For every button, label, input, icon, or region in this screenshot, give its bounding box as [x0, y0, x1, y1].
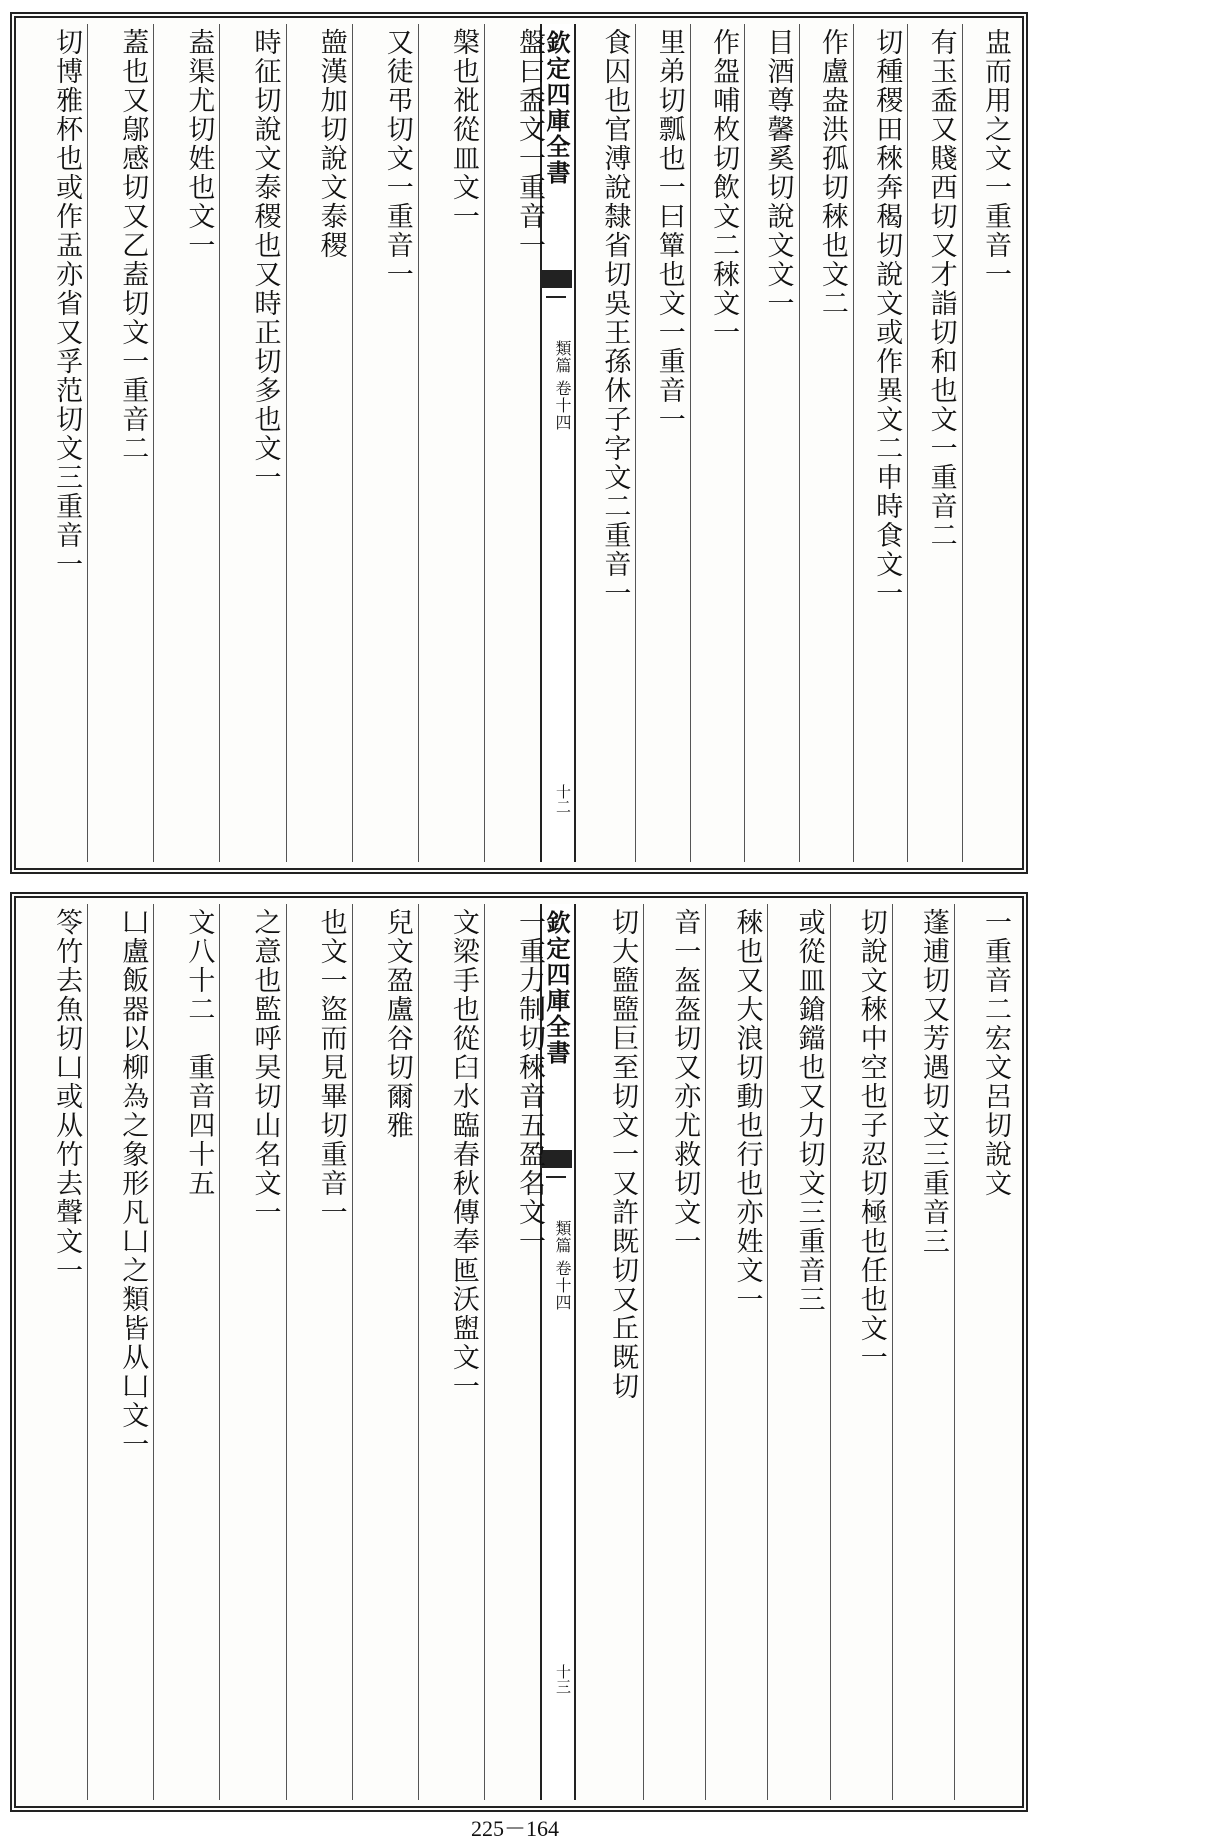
text-column: 有玉盉又賤西切又才詣切和也文一重音二 — [907, 24, 961, 862]
text-column: 笭竹去魚切凵或从竹去聲文一 — [51, 908, 83, 1285]
text-column: 蓬逋切又芳遇切文三重音三 — [892, 904, 954, 1800]
text-column: 時征切說文泰稷也又時正切多也文一 — [219, 24, 285, 862]
text-column: 作盧盎洪孤切䅘也文二 — [799, 24, 853, 862]
bottom-page — [10, 892, 1028, 1812]
text-column: 盍渠尤切姓也文一 — [153, 24, 219, 862]
text-column: 也文一盜而見畢切重音一 — [286, 904, 352, 1800]
text-column: 文梁手也從臼水臨春秋傳奉匜沃盥文一 — [418, 904, 484, 1800]
text-column: 食囚也官溥說隸省切吳王孫休子字文二重音一 — [599, 28, 631, 608]
text-column: 盅而用之文一重音一 — [962, 24, 1016, 862]
bottom-left-text — [22, 904, 550, 1800]
text-column: 目酒尊馨奚切說文文一 — [744, 24, 798, 862]
text-column: 又徒弔切文一重音一 — [352, 24, 418, 862]
top-page — [10, 12, 1028, 874]
text-column: 一重音二宏文呂切說文 — [954, 904, 1016, 1800]
section-label: 類篇 卷十四 — [553, 1220, 572, 1312]
text-column: 音一盔盔切又亦尤救切文一 — [643, 904, 705, 1800]
text-column: 作盌哺枚切飲文二䅘文一 — [690, 24, 744, 862]
page-number: 十二 — [554, 784, 572, 814]
text-column: 切大盬盬巨至切文一又許既切又丘既切 — [607, 908, 639, 1401]
text-column: 蓋也又鄔感切又乙盍切文一重音二 — [87, 24, 153, 862]
text-column: 䅘也又大浪切動也行也亦姓文一 — [705, 904, 767, 1800]
text-column: 䀇漢加切說文泰稷 — [286, 24, 352, 862]
text-column: 盤曰盉文一重音一 — [484, 24, 550, 862]
text-column: 兒文盈盧谷切爾雅 — [352, 904, 418, 1800]
text-column: 之意也監呼旲切山名文一 — [219, 904, 285, 1800]
book-title: 欽定四庫全書 — [542, 910, 571, 1066]
bottom-right-text — [582, 904, 1016, 1800]
book-title: 欽定四庫全書 — [542, 30, 571, 186]
text-column: 切說文䅘中空也子忍切極也任也文一 — [830, 904, 892, 1800]
summary-column: 文八十二 重音四十五 — [153, 904, 219, 1800]
text-column: 一重力制切䅘音五盈名文一 — [484, 904, 550, 1800]
section-label: 類篇 卷十四 — [553, 340, 572, 432]
radical-heading-column: 凵盧飯器以柳為之象形凡凵之類皆从凵文一 — [87, 904, 153, 1800]
text-column: 或從皿鎗鐺也又力切文三重音三 — [767, 904, 829, 1800]
text-column: 里弟切瓢也一曰簞也文一重音一 — [635, 24, 689, 862]
page-number: 十三 — [554, 1664, 572, 1694]
text-column: 切種稷田䅘奔䅥切說文或作異文二申時食文一 — [853, 24, 907, 862]
top-right-text — [582, 24, 1016, 862]
text-column: 切博雅杯也或作盂亦省又孚范切文三重音一 — [51, 28, 83, 579]
text-column: 槃也䃾從皿文一 — [418, 24, 484, 862]
page-footer-number: 225－164 — [470, 1816, 559, 1841]
top-left-text — [22, 24, 550, 862]
